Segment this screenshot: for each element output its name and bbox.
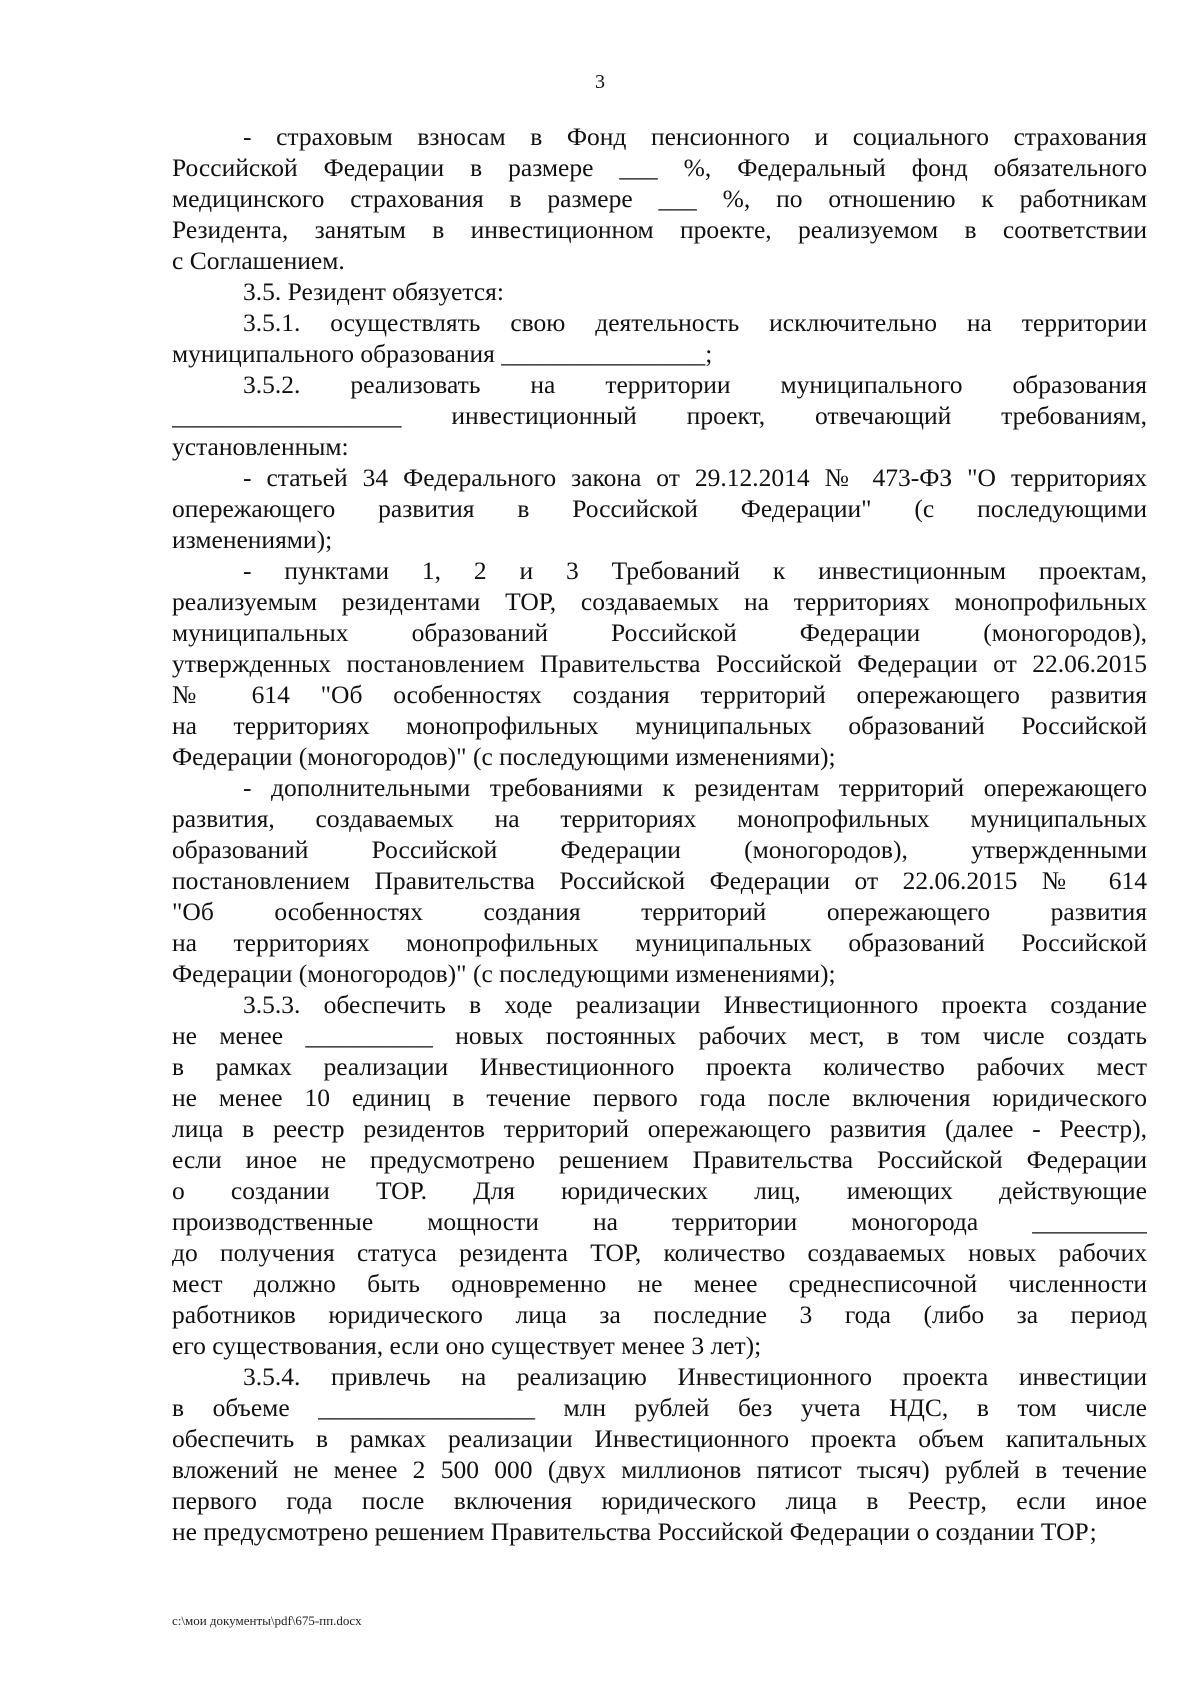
text-line: о создании ТОР. Для юридических лиц, имеющих действующие [172,1176,1147,1205]
text-line: если иное не предусмотрено решением Правительства Российской Федерации [172,1145,1147,1174]
text-line: - дополнительными требованиями к резидентам территорий опережающего [243,773,1147,802]
text-line: __________________ инвестиционный проект, отвечающий требованиям, [172,401,1147,430]
text-line: медицинского страхования в размере ___ %, по отношению к работникам [172,184,1147,213]
text-line: Федерации (моногородов)" (с последующими изменениями); [172,742,836,771]
text-line: вложений не менее 2 500 000 (двух миллионов пятисот тысяч) рублей в течение [172,1455,1147,1484]
text-line: с Соглашением. [172,246,345,275]
document-body [172,121,1147,1547]
text-line: 3.5.1. осуществлять свою деятельность исключительно на территории [243,308,1147,337]
text-line: не менее __________ новых постоянных рабочих мест, в том числе создать [172,1021,1147,1050]
text-line: утвержденных постановлением Правительства Российской Федерации от 22.06.2015 [172,649,1147,678]
text-line: - пунктами 1, 2 и 3 Требований к инвестиционным проектам, [243,556,1147,585]
text-line: 3.5.2. реализовать на территории муниципального образования [243,370,1147,399]
text-line: муниципальных образований Российской Федерации (моногородов), [172,618,1147,647]
text-line: № 614 "Об особенностях создания территорий опережающего развития [172,680,1147,709]
text-line: постановлением Правительства Российской Федерации от 22.06.2015 № 614 [172,866,1147,895]
text-line: Российской Федерации в размере ___ %, Федеральный фонд обязательного [172,153,1147,182]
text-line: в рамках реализации Инвестиционного проекта количество рабочих мест [172,1052,1147,1081]
text-line: производственные мощности на территории моногорода _________ [172,1207,1147,1236]
text-line: первого года после включения юридического лица в Реестр, если иное [172,1486,1147,1515]
text-line: 3.5.3. обеспечить в ходе реализации Инвестиционного проекта создание [243,990,1147,1019]
text-line: не менее 10 единиц в течение первого года после включения юридического [172,1083,1147,1112]
text-line: не предусмотрено решением Правительства Российской Федерации о создании ТОР; [172,1517,1097,1546]
text-line: 3.5.4. привлечь на реализацию Инвестиционного проекта инвестиции [243,1362,1147,1391]
text-line: "Об особенностях создания территорий опережающего развития [172,897,1147,926]
text-line: его существования, если оно существует менее 3 лет); [172,1331,762,1360]
text-line: Резидента, занятым в инвестиционном проекте, реализуемом в соответствии [172,215,1147,244]
text-line: обеспечить в рамках реализации Инвестиционного проекта объем капитальных [172,1424,1147,1453]
text-line: 3.5. Резидент обязуется: [243,277,504,306]
text-line: до получения статуса резидента ТОР, количество создаваемых новых рабочих [172,1238,1147,1267]
text-line: Федерации (моногородов)" (с последующими изменениями); [172,959,836,988]
text-line: - страховым взносам в Фонд пенсионного и социального страхования [243,122,1147,151]
text-line: опережающего развития в Российской Федерации" (с последующими [172,494,1147,523]
text-line: реализуемым резидентами ТОР, создаваемых на территориях монопрофильных [172,587,1147,616]
page-number: 3 [595,71,605,93]
text-line: - статьей 34 Федерального закона от 29.12.2014 № 473-ФЗ "О территориях [243,463,1147,492]
file-path-footer: c:\мои документы\pdf\675-пп.docx [172,1613,362,1628]
text-line: на территориях монопрофильных муниципальных образований Российской [172,928,1147,957]
text-line: развития, создаваемых на территориях монопрофильных муниципальных [172,804,1147,833]
text-line: муниципального образования ________________; [172,339,713,368]
text-line: установленным: [172,432,349,461]
text-line: мест должно быть одновременно не менее среднесписочной численности [172,1269,1147,1298]
text-line: в объеме _________________ млн рублей без учета НДС, в том числе [172,1393,1147,1422]
text-line: лица в реестр резидентов территорий опережающего развития (далее - Реестр), [172,1114,1147,1143]
text-line: изменениями); [172,525,333,554]
text-line: на территориях монопрофильных муниципальных образований Российской [172,711,1147,740]
text-line: образований Российской Федерации (моногородов), утвержденными [172,835,1147,864]
text-line: работников юридического лица за последние 3 года (либо за период [172,1300,1147,1329]
